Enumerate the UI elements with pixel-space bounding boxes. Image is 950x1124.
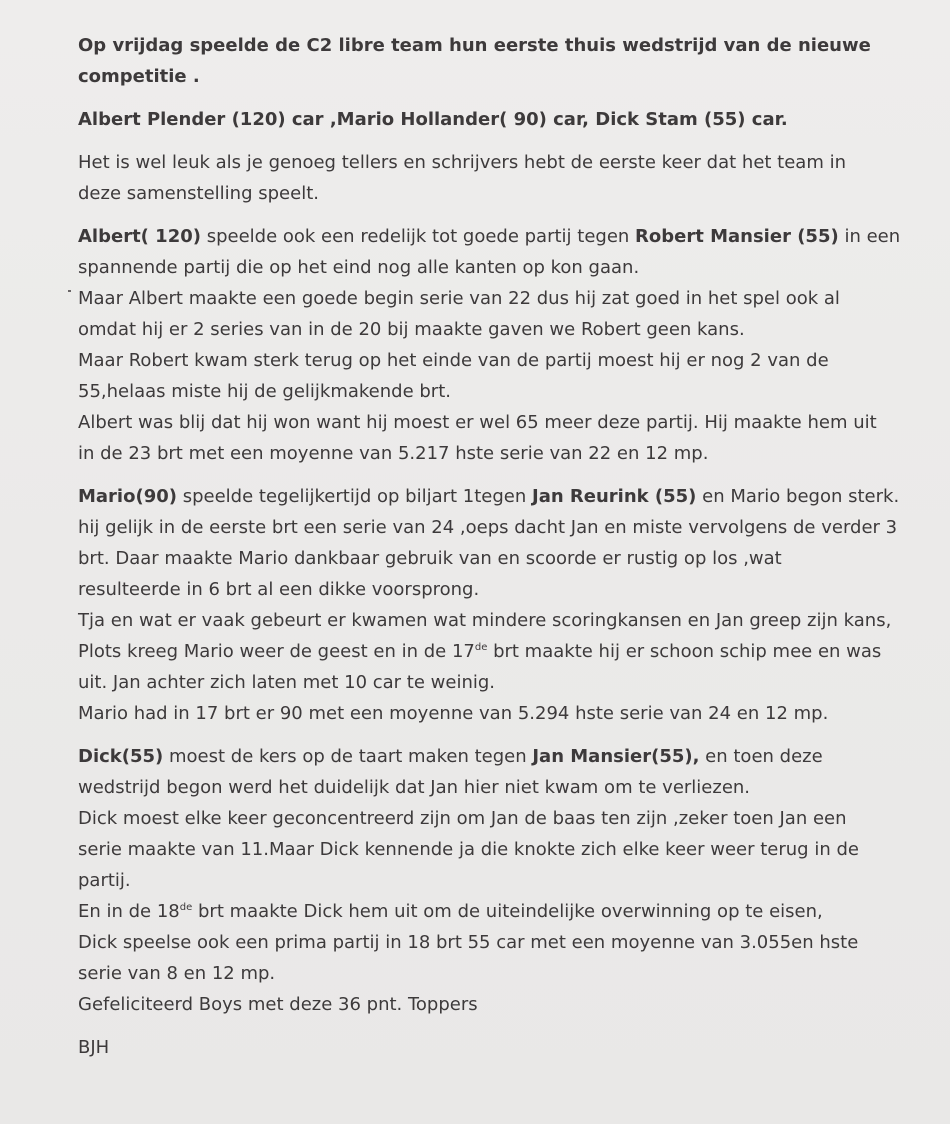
albert-line-3: Maar Albert maakte een goede begin serie van 22 dus hij zat goed in het spel ook al: [78, 288, 840, 309]
dick-name: Dick(55): [78, 746, 164, 767]
dick-line-1: Dick(55) moest de kers op de taart maken tegen Jan Mansier(55), en toen deze: [78, 746, 823, 767]
albert-name: Albert( 120): [78, 226, 201, 247]
mario-line-7: uit. Jan achter zich laten met 10 car te weinig.: [78, 672, 496, 693]
albert-line-6: 55,helaas miste hij de gelijkmakende brt.: [78, 381, 451, 402]
dick-line-7: Dick speelse ook een prima partij in 18 brt 55 car met een moyenne van 3.055en hste: [78, 932, 859, 953]
signature: BJH: [78, 1037, 110, 1058]
mario-line-5: Tja en wat er vaak gebeurt er kwamen wat mindere scoringkansen en Jan greep zijn kans,: [78, 610, 892, 631]
albert-line-2: spannende partij die op het eind nog alle kanten op kon gaan.: [78, 257, 640, 278]
intro-line-1: Op vrijdag speelde de C2 libre team hun eerste thuis wedstrijd van de nieuwe: [78, 35, 871, 56]
albert-line-8: in de 23 brt met een moyenne van 5.217 hste serie van 22 en 12 mp.: [78, 443, 709, 464]
mario-paragraph: [78, 481, 930, 729]
mario-line-1: Mario(90) speelde tegelijkertijd op biljart 1tegen Jan Reurink (55) en Mario begon sterk.: [78, 486, 900, 507]
dick-line-4: serie maakte van 11.Maar Dick kennende ja die knokte zich elke keer weer terug in de: [78, 839, 859, 860]
intro-paragraph: [78, 30, 930, 92]
dick-line-8: serie van 8 en 12 mp.: [78, 963, 276, 984]
players-line: Albert Plender (120) car ,Mario Hollander( 90) car, Dick Stam (55) car.: [78, 109, 788, 130]
mario-line-8: Mario had in 17 brt er 90 met een moyenne van 5.294 hste serie van 24 en 12 mp.: [78, 703, 829, 724]
albert-line-5: Maar Robert kwam sterk terug op het einde van de partij moest hij er nog 2 van de: [78, 350, 829, 371]
mario-line-4: resulteerde in 6 brt al een dikke voorsprong.: [78, 579, 480, 600]
mario-line-6: Plots kreeg Mario weer de geest en in de 17de brt maakte hij er schoon schip mee en was: [78, 641, 882, 662]
mario-line-3: brt. Daar maakte Mario dankbaar gebruik van en scoorde er rustig op los ,wat: [78, 548, 782, 569]
opponent-robert: Robert Mansier (55): [635, 226, 839, 247]
stray-mark: [68, 290, 71, 292]
signature-paragraph: [78, 1032, 930, 1063]
mario-name: Mario(90): [78, 486, 177, 507]
albert-paragraph: [78, 221, 930, 469]
dick-line-3: Dick moest elke keer geconcentreerd zijn om Jan de baas ten zijn ,zeker toen Jan een: [78, 808, 847, 829]
dick-line-5: partij.: [78, 870, 131, 891]
dick-paragraph: [78, 741, 930, 1020]
tellers-line-2: deze samenstelling speelt.: [78, 183, 319, 204]
albert-line-1: Albert( 120) speelde ook een redelijk tot goede partij tegen Robert Mansier (55) in een: [78, 226, 901, 247]
players-paragraph: [78, 104, 930, 135]
albert-line-7: Albert was blij dat hij won want hij moest er wel 65 meer deze partij. Hij maakte hem uit: [78, 412, 877, 433]
albert-line-4: omdat hij er 2 series van in de 20 bij maakte gaven we Robert geen kans.: [78, 319, 745, 340]
dick-line-6: En in de 18de brt maakte Dick hem uit om de uiteindelijke overwinning op te eisen,: [78, 901, 823, 922]
mario-line-2: hij gelijk in de eerste brt een serie van 24 ,oeps dacht Jan en miste vervolgens de verder 3: [78, 517, 898, 538]
opponent-jan-mansier: Jan Mansier(55),: [532, 746, 700, 767]
tellers-line-1: Het is wel leuk als je genoeg tellers en schrijvers hebt de eerste keer dat het team in: [78, 152, 846, 173]
tellers-paragraph: [78, 147, 930, 209]
dick-line-9: Gefeliciteerd Boys met deze 36 pnt. Toppers: [78, 994, 478, 1015]
opponent-jan-reurink: Jan Reurink (55): [532, 486, 697, 507]
dick-line-2: wedstrijd begon werd het duidelijk dat Jan hier niet kwam om te verliezen.: [78, 777, 751, 798]
intro-line-2: competitie .: [78, 66, 200, 87]
